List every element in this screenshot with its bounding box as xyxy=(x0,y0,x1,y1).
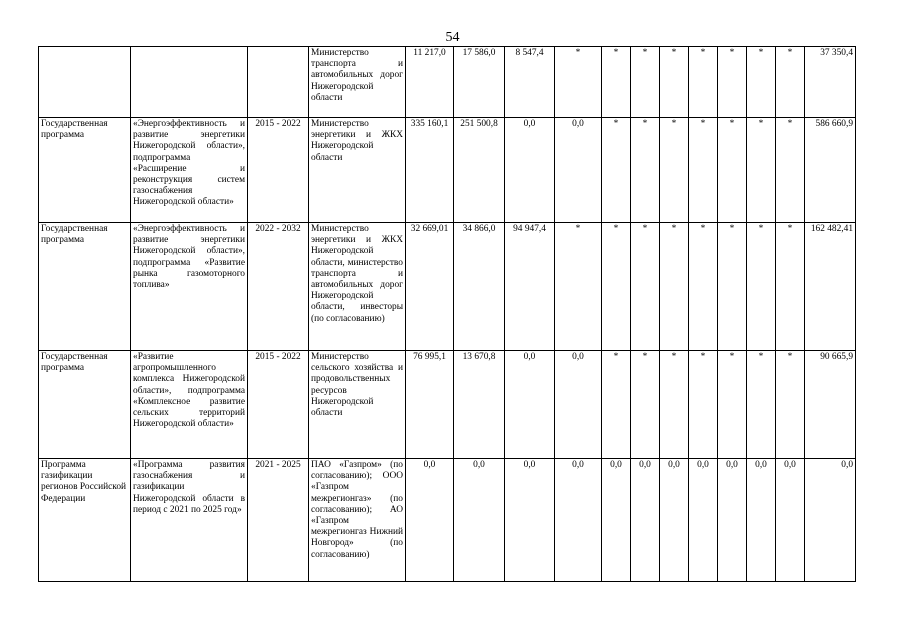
year-value-cell: * xyxy=(631,351,660,459)
year-value-cell: 0,0 xyxy=(602,459,631,582)
table-row xyxy=(39,47,856,118)
executor-cell: ПАО «Газпром» (по согласованию); ООО «Газпром межрегионгаз» (по согласованию); АО «Газпром межрегионгаз Нижний Новгород» (по согласованию) xyxy=(309,459,406,582)
year-value-cell: * xyxy=(660,351,689,459)
executor-cell: Министерство транспорта и автомобильных дорог Нижегородской области xyxy=(309,47,406,118)
table-row xyxy=(39,118,856,223)
year-value-cell: 0,0 xyxy=(406,459,454,582)
year-value-cell: 11 217,0 xyxy=(406,47,454,118)
year-value-cell: * xyxy=(602,118,631,223)
year-value-cell: 0,0 xyxy=(555,118,602,223)
total-cell: 90 665,9 xyxy=(805,351,856,459)
program-type-cell xyxy=(39,47,131,118)
year-value-cell: * xyxy=(776,118,805,223)
program-funding-table xyxy=(38,46,856,582)
program-name-cell xyxy=(131,47,248,118)
program-type-cell: Программа газификации регионов Российской Федерации xyxy=(39,459,131,582)
year-value-cell: 0,0 xyxy=(747,459,776,582)
executor-cell: Министерство сельского хозяйства и продовольственных ресурсов Нижегородской области xyxy=(309,351,406,459)
year-value-cell: 0,0 xyxy=(505,351,555,459)
year-value-cell: * xyxy=(602,351,631,459)
total-cell: 37 350,4 xyxy=(805,47,856,118)
year-value-cell: 13 670,8 xyxy=(454,351,505,459)
year-value-cell: 0,0 xyxy=(776,459,805,582)
year-value-cell: * xyxy=(689,118,718,223)
program-type-cell: Государственная программа xyxy=(39,351,131,459)
total-cell: 162 482,41 xyxy=(805,223,856,351)
year-value-cell: 32 669,01 xyxy=(406,223,454,351)
period-cell: 2021 - 2025 xyxy=(248,459,309,582)
year-value-cell: * xyxy=(747,118,776,223)
year-value-cell: * xyxy=(555,223,602,351)
program-name-cell: «Программа развития газоснабжения и газификации Нижегородской области в период с 2021 по 2025 год» xyxy=(131,459,248,582)
year-value-cell: * xyxy=(776,223,805,351)
year-value-cell: * xyxy=(747,351,776,459)
program-name-cell: «Энергоэффективность и развитие энергетики Нижегородской области», подпрограмма «Расширение и реконструкция систем газоснабжения Нижегородской области» xyxy=(131,118,248,223)
year-value-cell: 251 500,8 xyxy=(454,118,505,223)
year-value-cell: 0,0 xyxy=(454,459,505,582)
year-value-cell: * xyxy=(718,223,747,351)
program-name-cell: «Энергоэффективность и развитие энергетики Нижегородской области», подпрограмма «Развитие рынка газомоторного топлива» xyxy=(131,223,248,351)
page-number: 54 xyxy=(445,30,460,45)
year-value-cell: * xyxy=(747,223,776,351)
year-value-cell: 17 586,0 xyxy=(454,47,505,118)
year-value-cell: * xyxy=(555,47,602,118)
year-value-cell: * xyxy=(631,223,660,351)
year-value-cell: * xyxy=(689,47,718,118)
program-name-cell: «Развитие агропромышленного комплекса Нижегородской области», подпрограмма «Комплексное развитие сельских территорий Нижегородской области» xyxy=(131,351,248,459)
period-cell: 2022 - 2032 xyxy=(248,223,309,351)
year-value-cell: 0,0 xyxy=(631,459,660,582)
year-value-cell: 0,0 xyxy=(555,459,602,582)
period-cell: 2015 - 2022 xyxy=(248,351,309,459)
year-value-cell: * xyxy=(602,223,631,351)
year-value-cell: * xyxy=(718,47,747,118)
executor-cell: Министерство энергетики и ЖКХ Нижегородской области xyxy=(309,118,406,223)
year-value-cell: * xyxy=(660,118,689,223)
year-value-cell: * xyxy=(631,47,660,118)
period-cell: 2015 - 2022 xyxy=(248,118,309,223)
year-value-cell: * xyxy=(776,47,805,118)
year-value-cell: 34 866,0 xyxy=(454,223,505,351)
year-value-cell: 0,0 xyxy=(505,118,555,223)
year-value-cell: 0,0 xyxy=(505,459,555,582)
year-value-cell: * xyxy=(689,351,718,459)
table-row xyxy=(39,223,856,351)
program-type-cell: Государственная программа xyxy=(39,118,131,223)
total-cell: 586 660,9 xyxy=(805,118,856,223)
table-row xyxy=(39,351,856,459)
year-value-cell: * xyxy=(660,47,689,118)
year-value-cell: 76 995,1 xyxy=(406,351,454,459)
year-value-cell: 0,0 xyxy=(660,459,689,582)
year-value-cell: 335 160,1 xyxy=(406,118,454,223)
table-row xyxy=(39,459,856,582)
year-value-cell: * xyxy=(660,223,689,351)
year-value-cell: * xyxy=(776,351,805,459)
year-value-cell: * xyxy=(689,223,718,351)
year-value-cell: 8 547,4 xyxy=(505,47,555,118)
period-cell xyxy=(248,47,309,118)
year-value-cell: * xyxy=(631,118,660,223)
year-value-cell: * xyxy=(747,47,776,118)
year-value-cell: 0,0 xyxy=(555,351,602,459)
year-value-cell: * xyxy=(602,47,631,118)
year-value-cell: * xyxy=(718,118,747,223)
program-type-cell: Государственная программа xyxy=(39,223,131,351)
year-value-cell: 94 947,4 xyxy=(505,223,555,351)
executor-cell: Министерство энергетики и ЖКХ Нижегородской области, министерство транспорта и автомобильных дорог Нижегородской области, инвесторы (по согласованию) xyxy=(309,223,406,351)
year-value-cell: 0,0 xyxy=(718,459,747,582)
total-cell: 0,0 xyxy=(805,459,856,582)
year-value-cell: * xyxy=(718,351,747,459)
year-value-cell: 0,0 xyxy=(689,459,718,582)
